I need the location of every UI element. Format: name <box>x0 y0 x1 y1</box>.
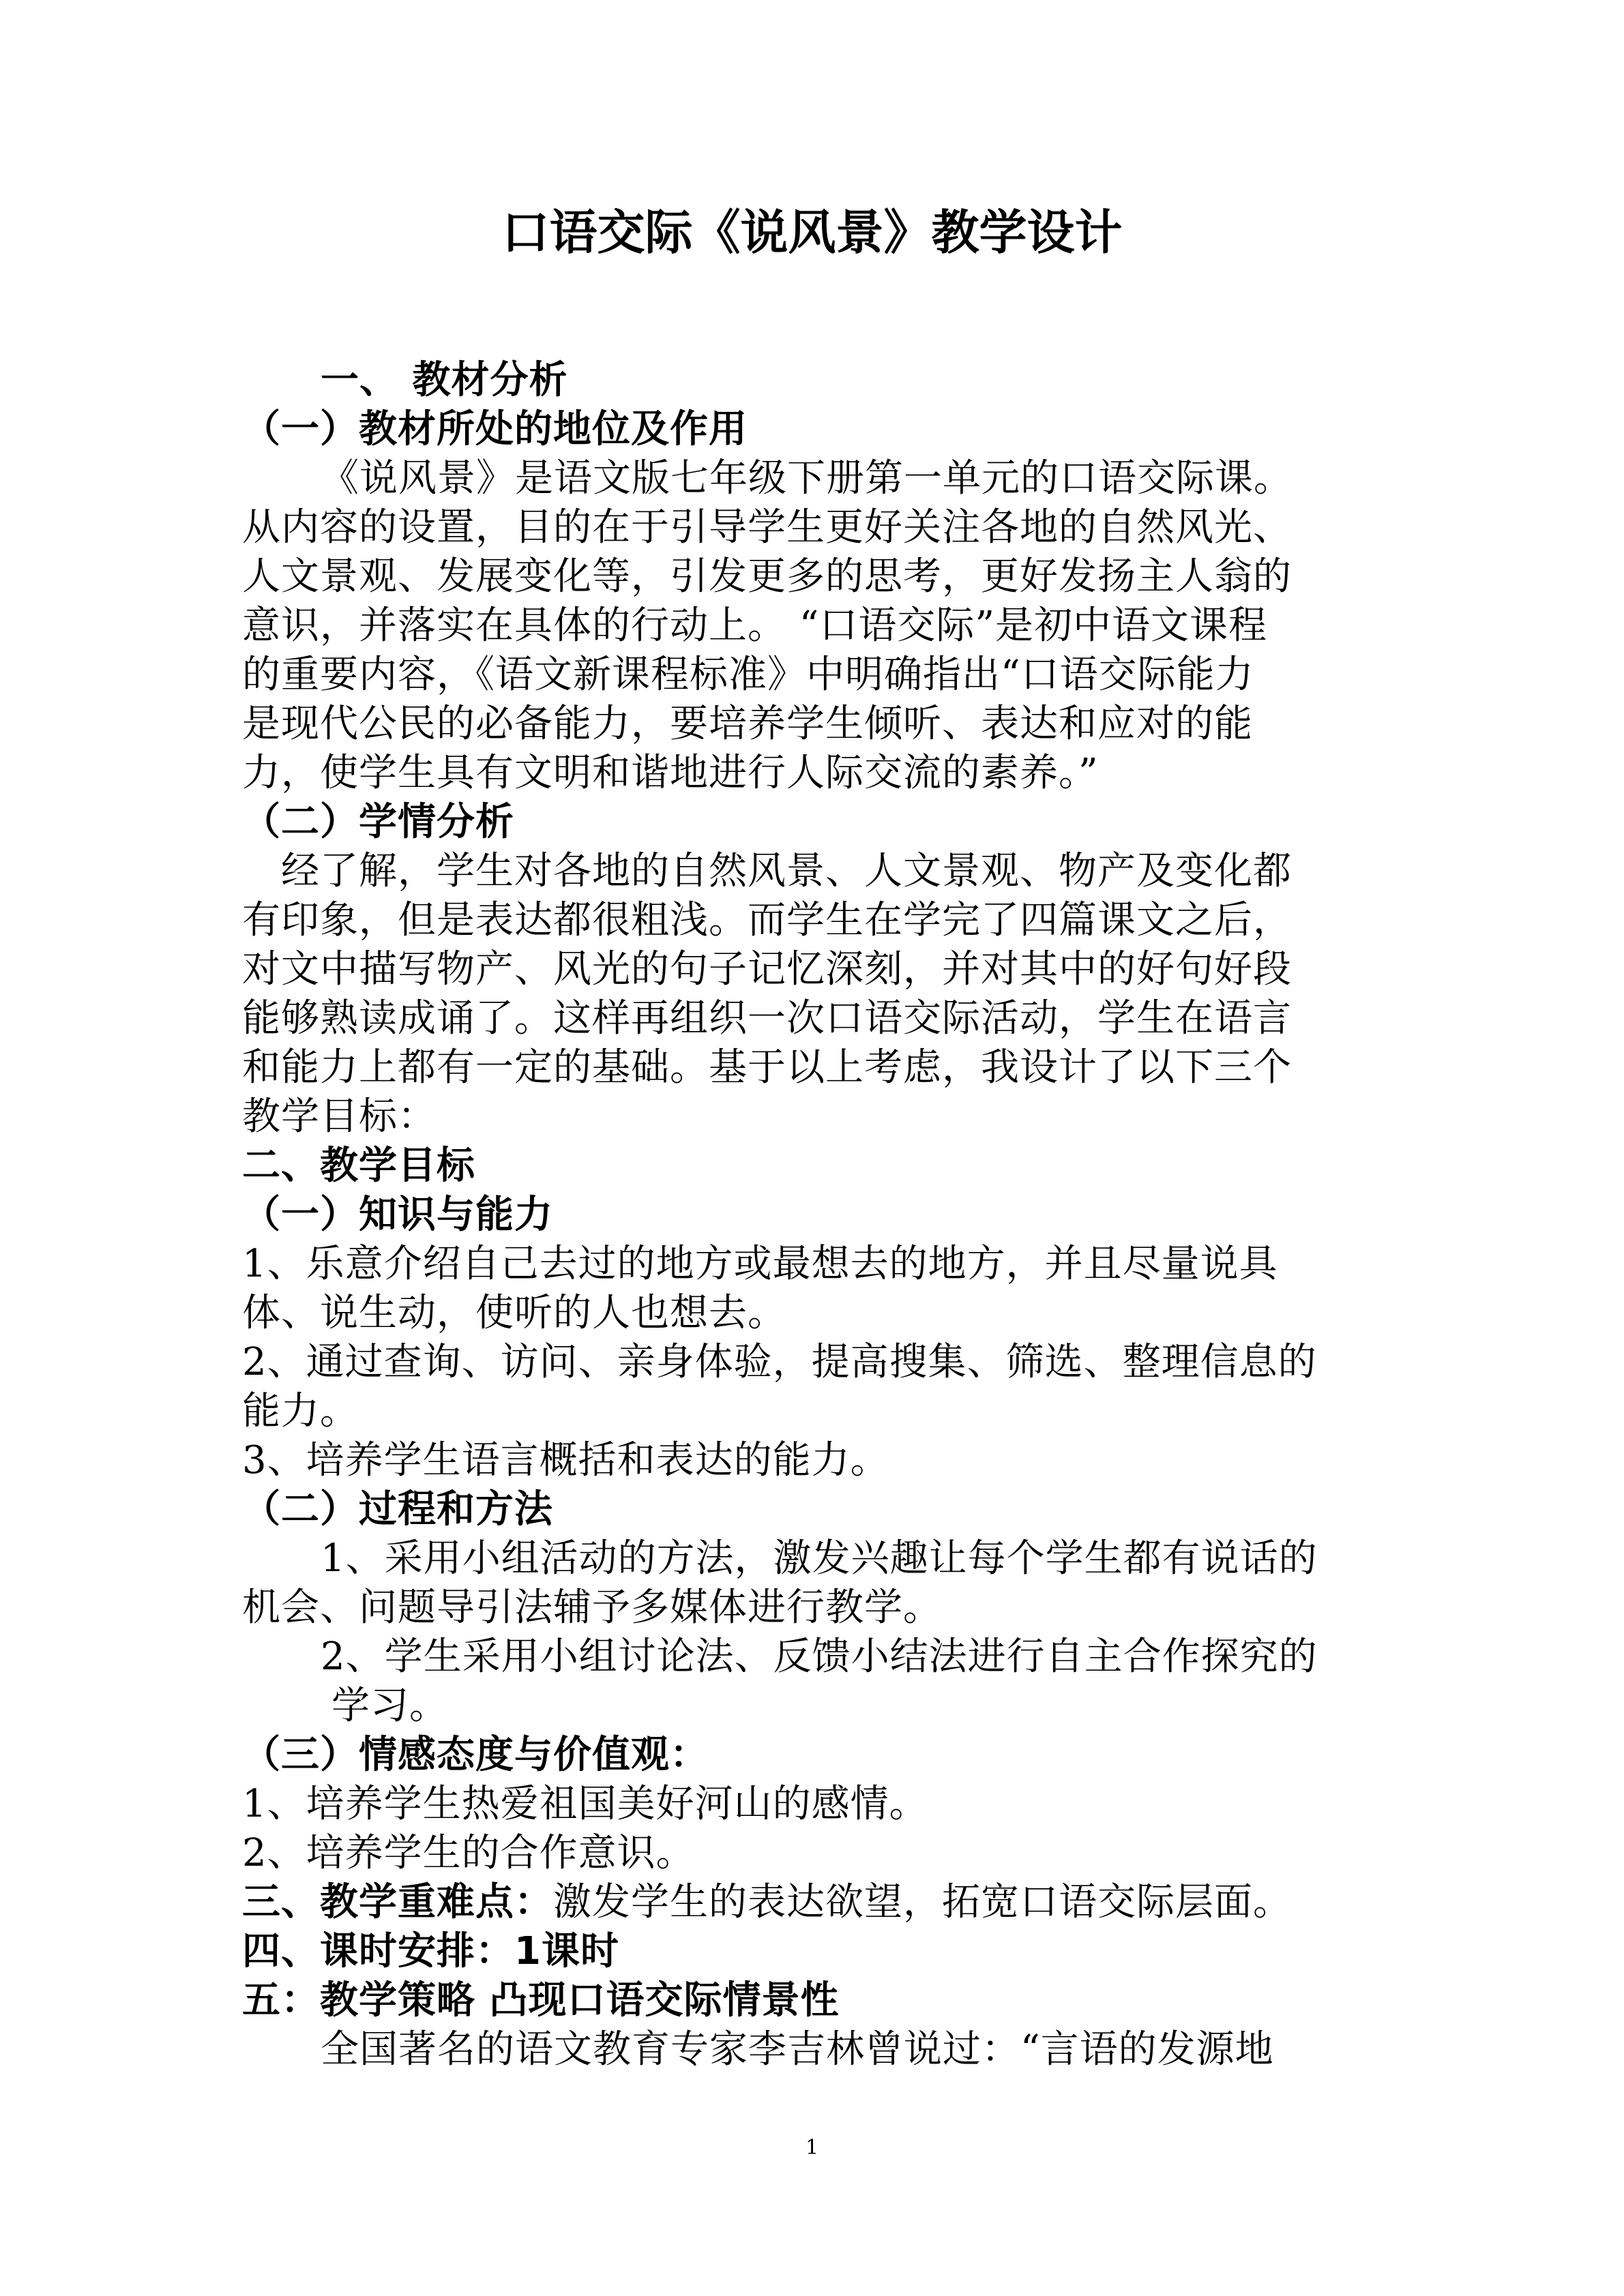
subheading-2-1: （一）知识与能力 <box>242 1193 553 1237</box>
paragraph-line: 教学目标： <box>242 1094 437 1139</box>
subheading-1-2: （二）学情分析 <box>242 800 514 844</box>
heading-4: 四、课时安排：1课时 <box>242 1929 619 1973</box>
page-number: 1 <box>805 2136 819 2160</box>
paragraph-line: 经了解，学生对各地的自然风景、人文景观、物产及变化都 <box>281 849 1292 893</box>
list-item: 3、培养学生语言概括和表达的能力。 <box>242 1438 889 1482</box>
subheading-2-2: （二）过程和方法 <box>242 1487 553 1532</box>
list-item-continuation: 学习。 <box>331 1684 448 1728</box>
heading-3-text: 激发学生的表达欲望，拓宽口语交际层面。 <box>553 1880 1292 1924</box>
paragraph-line: 的重要内容，《语文新课程标准》中明确指出“口语交际能力 <box>242 653 1254 697</box>
list-item: 2、学生采用小组讨论法、反馈小结法进行自主合作探究的 <box>321 1635 1318 1679</box>
paragraph-line: 力，使学生具有文明和谐地进行人际交流的素养。” <box>242 751 1099 795</box>
list-item-continuation: 机会、问题导引法辅予多媒体进行教学。 <box>242 1585 942 1630</box>
paragraph-line: 是现代公民的必备能力，要培养学生倾听、表达和应对的能 <box>242 702 1253 746</box>
subheading-1-1: （一）教材所处的地位及作用 <box>242 407 748 451</box>
list-item: 2、通过查询、访问、亲身体验，提高搜集、筛选、整理信息的 <box>242 1340 1317 1384</box>
paragraph-line: 能够熟读成诵了。这样再组织一次口语交际活动，学生在语言 <box>242 996 1292 1041</box>
subheading-2-3: （三）情感态度与价值观： <box>242 1733 709 1777</box>
list-item: 1、采用小组活动的方法，激发兴趣让每个学生都有说话的 <box>321 1536 1318 1581</box>
heading-1: 一、 教材分析 <box>321 358 568 402</box>
heading-3-line <box>242 1878 1292 1927</box>
heading-2: 二、教学目标 <box>242 1144 475 1188</box>
list-item: 1、乐意介绍自己去过的地方或最想去的地方，并且尽量说具 <box>242 1242 1278 1286</box>
heading-3: 三、教学重难点： <box>242 1880 553 1924</box>
paragraph-line: 《说风景》是语文版七年级下册第一单元的口语交际课。 <box>321 456 1293 501</box>
paragraph-line: 从内容的设置，目的在于引导学生更好关注各地的自然风光、 <box>242 505 1292 550</box>
list-item-continuation: 体、说生动，使听的人也想去。 <box>242 1291 786 1335</box>
paragraph-line: 和能力上都有一定的基础。基于以上考虑，我设计了以下三个 <box>242 1045 1292 1090</box>
list-item-continuation: 能力。 <box>242 1389 359 1433</box>
list-item: 2、培养学生的合作意识。 <box>242 1831 695 1875</box>
paragraph-line: 全国著名的语文教育专家李吉林曾说过：“言语的发源地 <box>321 2027 1274 2072</box>
paragraph-line: 对文中描写物产、风光的句子记忆深刻，并对其中的好句好段 <box>242 947 1292 992</box>
paragraph-line: 意识，并落实在具体的行动上。 “口语交际”是初中语文课程 <box>242 603 1268 648</box>
paragraph-line: 人文景观、发展变化等，引发更多的思考，更好发扬主人翁的 <box>242 554 1292 599</box>
paragraph-line: 有印象，但是表达都很粗浅。而学生在学完了四篇课文之后， <box>242 898 1292 942</box>
list-item: 1、培养学生热爱祖国美好河山的感情。 <box>242 1782 928 1826</box>
document-title: 口语交际《说风景》教学设计 <box>501 205 1123 260</box>
heading-5: 五：教学策略 凸现口语交际情景性 <box>242 1978 840 2023</box>
